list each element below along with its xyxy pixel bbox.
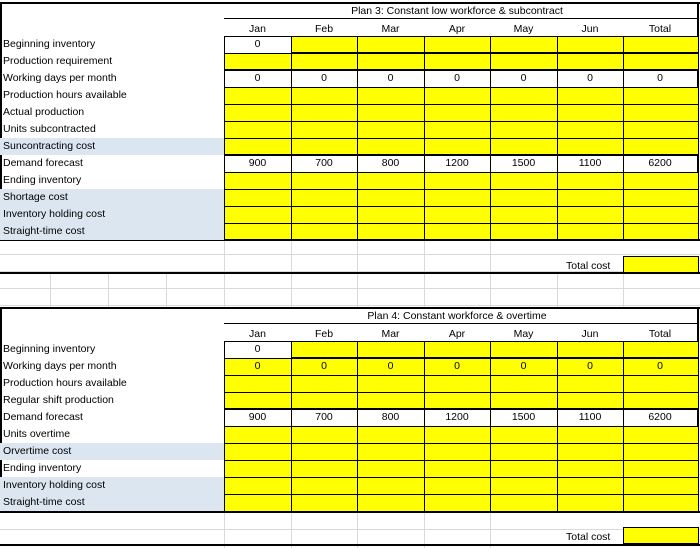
plan3-demand-jan[interactable]: 900 <box>248 157 267 169</box>
plan3-demand-apr[interactable]: 1200 <box>445 157 469 169</box>
plan3-working-days-jan[interactable]: 0 <box>254 72 261 84</box>
plan4-label-production-hours: Production hours available <box>3 377 127 389</box>
plan4-total-cost-underline <box>0 544 700 546</box>
plan3-label-production-hours: Production hours available <box>3 89 127 101</box>
plan4-header-may: May <box>513 328 534 340</box>
plan4-working-days-jan[interactable]: 0 <box>254 360 261 372</box>
plan3-working-days-mar[interactable]: 0 <box>387 72 394 84</box>
plan4-label-working-days: Working days per month <box>3 360 117 372</box>
plan4-demand-mar[interactable]: 800 <box>381 411 400 423</box>
plan3-label-subcontracting-cost: Suncontracting cost <box>3 140 96 152</box>
plan4-label-overtime-cost: Orvertime cost <box>3 445 72 457</box>
plan3-working-days-jun[interactable]: 0 <box>587 72 593 84</box>
plan3-header-feb: Feb <box>314 23 334 35</box>
plan3-header-jun: Jun <box>581 23 599 35</box>
plan3-label-demand-forecast: Demand forecast <box>3 157 83 169</box>
plan4-demand-may[interactable]: 1500 <box>511 411 536 423</box>
plan3-header-may: May <box>513 23 534 35</box>
plan3-label-inventory-holding-cost: Inventory holding cost <box>3 208 106 220</box>
plan3-demand-mar[interactable]: 800 <box>381 157 400 169</box>
plan4-working-days-feb[interactable]: 0 <box>321 360 327 372</box>
plan3-label-units-subcontracted: Units subcontracted <box>3 123 96 135</box>
plan3-demand-feb[interactable]: 700 <box>315 157 333 169</box>
plan3-working-days-total[interactable]: 0 <box>657 72 663 84</box>
plan4-header-jan: Jan <box>249 328 266 340</box>
plan4-label-inventory-holding-cost: Inventory holding cost <box>3 479 106 491</box>
plan4-label-units-overtime: Units overtime <box>3 428 71 440</box>
plan3-label-working-days: Working days per month <box>3 72 117 84</box>
plan3-label-ending-inventory: Ending inventory <box>3 174 82 186</box>
plan4-demand-apr[interactable]: 1200 <box>445 411 469 423</box>
plan3-total-cost-label: Total cost <box>566 260 611 272</box>
plan4-total-cost-label: Total cost <box>566 531 611 543</box>
plan4-label-regular-shift-production: Regular shift production <box>3 394 114 406</box>
plan4-header-total: Total <box>648 328 672 340</box>
plan4-demand-jun[interactable]: 1100 <box>578 411 602 423</box>
plan4-total-cost-cell[interactable] <box>623 527 699 544</box>
plan4-demand-jan[interactable]: 900 <box>248 411 267 423</box>
plan3-label-beginning-inventory: Beginning inventory <box>3 38 96 50</box>
plan3-demand-may[interactable]: 1500 <box>511 157 536 169</box>
plan3-label-straight-time-cost: Straight-time cost <box>3 225 85 237</box>
plan3-working-days-may[interactable]: 0 <box>520 72 527 84</box>
plan3-header-jan: Jan <box>249 23 266 35</box>
plan4-label-straight-time-cost: Straight-time cost <box>3 496 85 508</box>
plan4-header-feb: Feb <box>314 328 334 340</box>
plan3-demand-total[interactable]: 6200 <box>648 157 672 169</box>
plan4-demand-total[interactable]: 6200 <box>648 411 672 423</box>
plan4-working-days-may[interactable]: 0 <box>520 360 527 372</box>
plan4-header-apr: Apr <box>448 328 466 340</box>
plan4-working-days-jun[interactable]: 0 <box>587 360 593 372</box>
plan4-header-jun: Jun <box>581 328 599 340</box>
plan4-working-days-total[interactable]: 0 <box>657 360 663 372</box>
plan4-header-mar: Mar <box>381 328 400 340</box>
plan4-title: Plan 4: Constant workforce & overtime <box>367 310 547 322</box>
plan3-demand-jun[interactable]: 1100 <box>578 157 602 169</box>
plan4-demand-feb[interactable]: 700 <box>315 411 333 423</box>
plan3-header-total: Total <box>648 23 672 35</box>
plan4-working-days-mar[interactable]: 0 <box>387 360 394 372</box>
plan3-title: Plan 3: Constant low workforce & subcontract <box>351 5 563 17</box>
plan3-beginning-jan[interactable]: 0 <box>254 38 261 50</box>
plan4-beginning-jan[interactable]: 0 <box>254 343 261 355</box>
plan3-header-mar: Mar <box>381 23 400 35</box>
plan4-label-demand-forecast: Demand forecast <box>3 411 83 423</box>
plan3-header-apr: Apr <box>448 23 466 35</box>
plan4-label-beginning-inventory: Beginning inventory <box>3 343 96 355</box>
plan3-working-days-apr[interactable]: 0 <box>454 72 460 84</box>
plan3-label-shortage-cost: Shortage cost <box>3 191 68 203</box>
plan3-label-production-requirement: Production requirement <box>3 55 113 67</box>
plan3-label-actual-production: Actual production <box>3 106 85 118</box>
plan4-working-days-apr[interactable]: 0 <box>454 360 460 372</box>
plan3-working-days-feb[interactable]: 0 <box>321 72 327 84</box>
plan4-label-ending-inventory: Ending inventory <box>3 462 82 474</box>
